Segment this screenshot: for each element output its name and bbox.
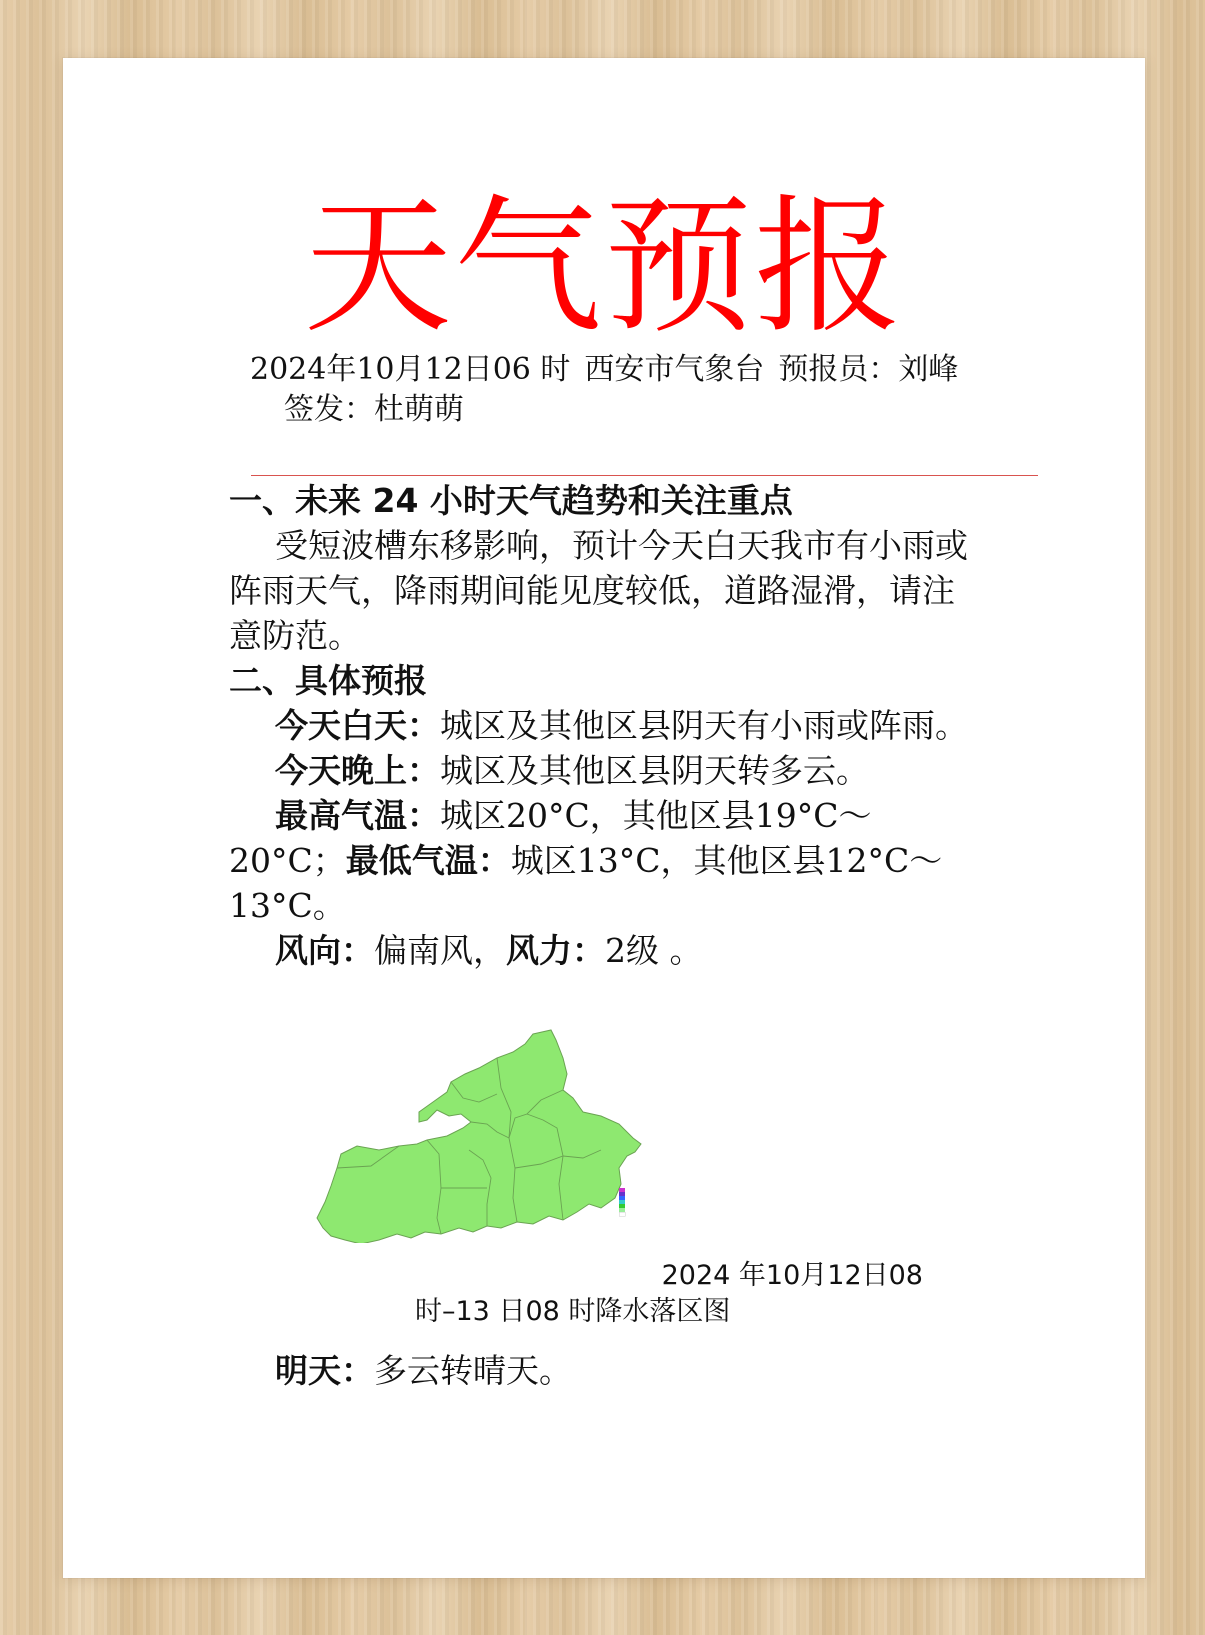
wind-forecast <box>229 928 969 973</box>
tonight-label: 今天晚上： <box>275 751 440 790</box>
min-temp-text: 城区13°C，其他区县12°C～13°C。 <box>229 841 943 925</box>
issuer: 签发：杜萌萌 <box>284 392 464 427</box>
issue-time: 2024年10月12日06 时 <box>250 352 571 387</box>
tomorrow-text: 多云转晴天。 <box>374 1351 572 1390</box>
precipitation-map-graphic <box>301 1028 721 1243</box>
forecast-body <box>229 478 969 973</box>
wind-force-text: 2级 。 <box>605 931 703 970</box>
max-temp-text: 城区20°C，其他区县19°C～20°C； <box>229 796 872 880</box>
section1-text: 受短波槽东移影响，预计今天白天我市有小雨或阵雨天气，降雨期间能见度较低，道路湿滑，请注意防范。 <box>229 526 968 655</box>
tomorrow-label: 明天： <box>275 1351 374 1390</box>
tonight-text: 城区及其他区县阴天转多云。 <box>440 751 869 790</box>
page-title: 天气预报 <box>304 181 904 353</box>
issuing-agency: 西安市气象台 <box>584 352 765 387</box>
wind-dir-text: 偏南风， <box>374 931 506 970</box>
issue-meta <box>250 350 1030 430</box>
forecast-sheet <box>63 58 1145 1578</box>
temperature-forecast <box>229 793 969 928</box>
today-day-text: 城区及其他区县阴天有小雨或阵雨。 <box>440 706 968 745</box>
map-caption-line2: 时–13 日08 时降水落区图 <box>415 1296 731 1327</box>
wind-dir-label: 风向： <box>275 931 374 970</box>
map-region-shape <box>317 1030 641 1243</box>
map-caption <box>363 1258 923 1330</box>
today-day-forecast <box>229 703 969 748</box>
precipitation-map <box>301 1028 721 1243</box>
map-caption-line1: 2024 年10月12日08 <box>661 1260 923 1291</box>
today-day-label: 今天白天： <box>275 706 440 745</box>
forecaster: 预报员：刘峰 <box>778 352 959 387</box>
section1-heading: 一、未来 24 小时天气趋势和关注重点 <box>229 481 793 520</box>
max-temp-label: 最高气温： <box>275 796 440 835</box>
tomorrow-forecast <box>275 1348 572 1393</box>
min-temp-label: 最低气温： <box>345 841 511 880</box>
tonight-forecast <box>229 748 969 793</box>
section2-heading: 二、具体预报 <box>229 661 427 700</box>
wind-force-label: 风力： <box>506 931 605 970</box>
header-divider <box>251 475 1038 476</box>
precipitation-legend <box>619 1188 625 1216</box>
